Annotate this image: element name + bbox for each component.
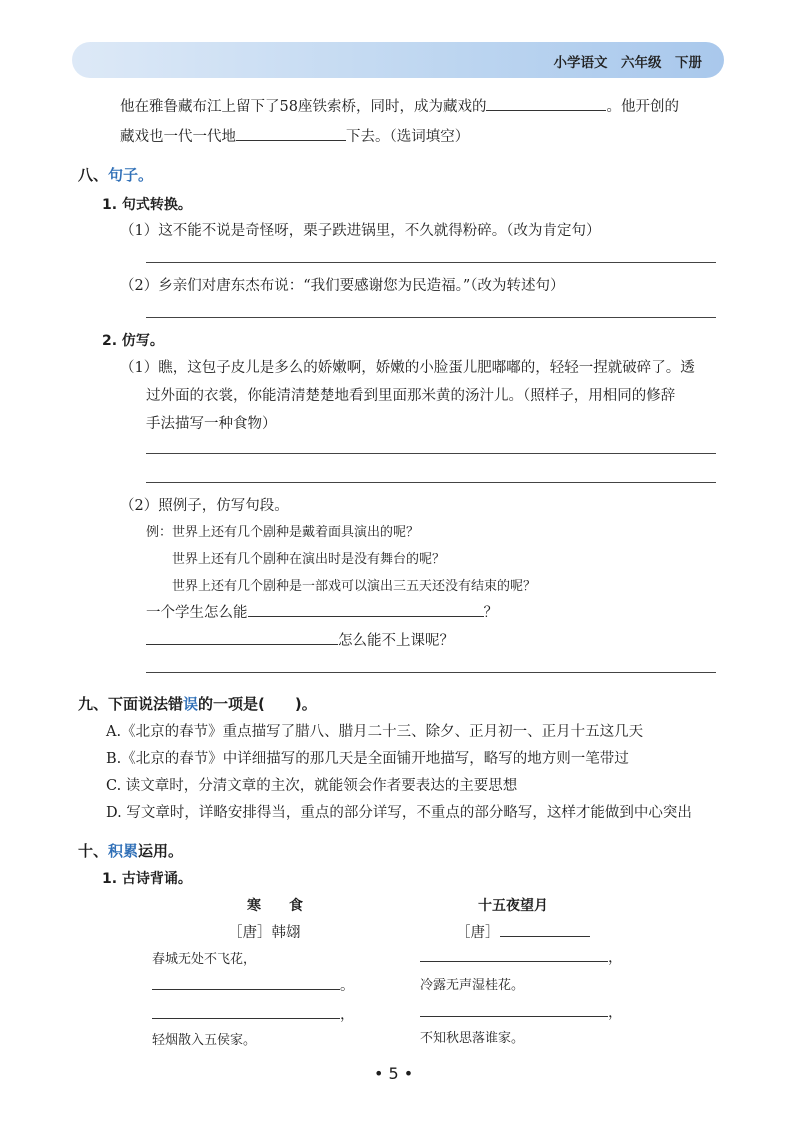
q7-line-2 — [120, 125, 469, 146]
option-b[interactable]: B.《北京的春节》中详细描写的那几天是全面铺开地描写，略写的地方则一笔带过 — [106, 751, 629, 767]
answer-blank[interactable] — [152, 1006, 340, 1019]
section-8-heading — [78, 164, 153, 185]
answer-blank[interactable] — [146, 632, 338, 645]
poem-1-line-3 — [152, 1003, 355, 1024]
answer-parentheses[interactable]: ( ) — [258, 695, 302, 713]
section-title-highlight: 误 — [183, 695, 199, 713]
example-line-2: 世界上还有几个剧种在演出时是没有舞台的呢？ — [172, 552, 446, 567]
q7-text-2a: 藏戏也一代一代地 — [120, 129, 236, 145]
answer-blank[interactable] — [420, 1004, 608, 1017]
fill-text-2: 怎么能不上课呢？ — [338, 633, 454, 649]
answer-blank[interactable] — [420, 949, 608, 962]
s10-part-1-label: 1. 古诗背诵。 — [102, 871, 192, 887]
q7-text-1b: 。他开创的 — [606, 99, 679, 115]
punctuation: ， — [608, 950, 623, 966]
s8-item-1: （1）这不能不说是奇怪呀，栗子跌进锅里，不久就得粉碎。（改为肯定句） — [120, 223, 601, 239]
section-number: 八、 — [78, 166, 109, 184]
fill-line-2 — [146, 629, 454, 650]
answer-blank[interactable] — [236, 128, 346, 141]
punctuation: ， — [340, 1007, 355, 1023]
section-title-part: 。 — [301, 695, 317, 713]
s8-imitate-1-line-1: （1）瞧，这包子皮儿是多么的娇嫩啊，娇嫩的小脸蛋儿肥嘟嘟的，轻轻一捏就破碎了。透 — [120, 360, 695, 376]
q7-line-1 — [120, 95, 679, 116]
section-9-heading — [78, 693, 317, 714]
poem-1-line-2 — [152, 974, 355, 995]
section-title-part: 运用。 — [138, 842, 184, 860]
poem-1-line-4: 轻烟散入五侯家。 — [152, 1033, 257, 1048]
page-number: • 5 • — [374, 1064, 414, 1083]
fill-text-1a: 一个学生怎么能 — [146, 605, 248, 621]
poem-1-line-1: 春城无处不飞花， — [152, 952, 257, 967]
section-title: 句子。 — [108, 166, 154, 184]
s8-imitate-1-line-2: 过外面的衣裳，你能清清楚楚地看到里面那米黄的汤汁儿。（照样子，用相同的修辞 — [146, 388, 676, 404]
header-bar — [72, 42, 724, 78]
poem-2-line-1 — [420, 946, 623, 967]
poem-2-line-2: 冷露无声湿桂花。 — [420, 978, 525, 993]
answer-line[interactable] — [146, 672, 716, 673]
fill-text-1b: ？ — [483, 605, 498, 621]
poem-1-author: ［唐］韩翃 — [228, 925, 301, 941]
punctuation: 。 — [340, 978, 355, 994]
poem-2-title: 十五夜望月 — [478, 898, 548, 914]
answer-line[interactable] — [146, 453, 716, 454]
s8-imitate-2: （2）照例子，仿写句段。 — [120, 498, 289, 514]
fill-line-1 — [146, 601, 498, 622]
option-d[interactable]: D. 写文章时，详略安排得当，重点的部分详写，不重点的部分略写，这样才能做到中心突出 — [106, 805, 692, 821]
q7-text-2b: 下去。（选词填空） — [346, 129, 470, 145]
poem-2-dynasty: ［唐］ — [456, 925, 500, 941]
section-title-highlight: 积累 — [108, 842, 139, 860]
poem-2-line-3 — [420, 1001, 623, 1022]
example-line-3: 世界上还有几个剧种是一部戏可以演出三五天还没有结束的呢？ — [172, 579, 537, 594]
answer-blank[interactable] — [152, 977, 340, 990]
s8-imitate-1-line-3: 手法描写一种食物） — [146, 416, 277, 432]
option-c[interactable]: C. 读文章时，分清文章的主次，就能领会作者要表达的主要思想 — [106, 778, 518, 794]
answer-line[interactable] — [146, 262, 716, 263]
section-number: 十、 — [78, 842, 109, 860]
author-blank[interactable] — [500, 924, 590, 937]
example-line-1: 例：世界上还有几个剧种是戴着面具演出的呢？ — [146, 525, 420, 540]
q7-text-1a: 他在雅鲁藏布江上留下了58座铁索桥，同时，成为藏戏的 — [120, 99, 487, 115]
poem-1-title: 寒 食 — [247, 898, 303, 914]
punctuation: ， — [608, 1005, 623, 1021]
answer-line[interactable] — [146, 482, 716, 483]
answer-blank[interactable] — [248, 604, 484, 617]
option-a[interactable]: A.《北京的春节》重点描写了腊八、腊月二十三、除夕、正月初一、正月十五这几天 — [106, 724, 644, 740]
poem-2-author — [456, 921, 590, 942]
answer-line[interactable] — [146, 317, 716, 318]
section-title-part: 的一项是 — [198, 695, 259, 713]
s8-part-2-label: 2. 仿写。 — [102, 333, 164, 349]
section-title-part: 九、下面说法错 — [78, 695, 184, 713]
poem-2-line-4: 不知秋思落谁家。 — [420, 1031, 525, 1046]
s8-part-1-label: 1. 句式转换。 — [102, 197, 192, 213]
section-10-heading — [78, 840, 183, 861]
answer-blank[interactable] — [486, 98, 606, 111]
header-title: 小学语文 六年级 下册 — [553, 55, 702, 71]
s8-item-2: （2）乡亲们对唐东杰布说：“我们要感谢您为民造福。”（改为转述句） — [120, 278, 565, 294]
